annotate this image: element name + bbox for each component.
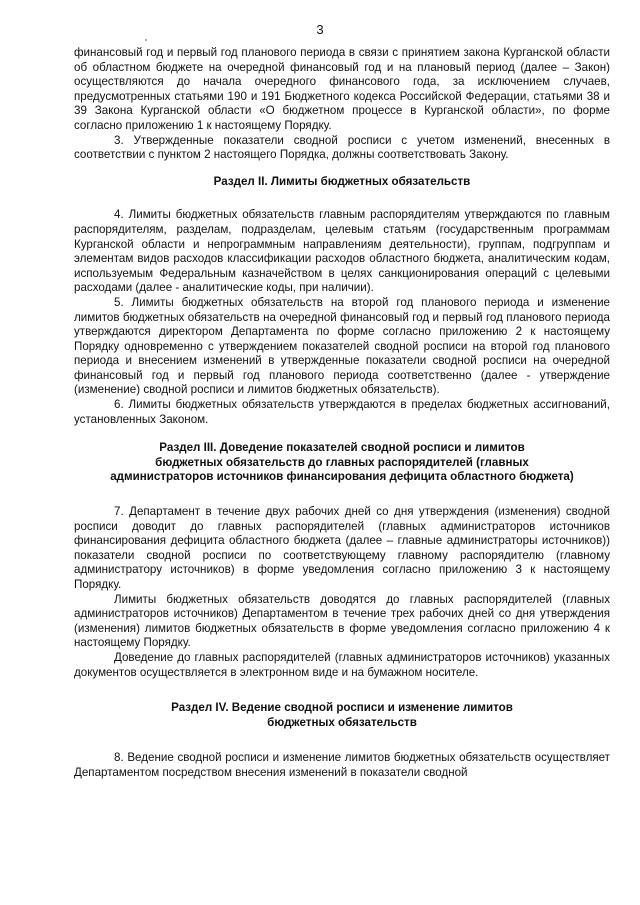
paragraph-4: 4. Лимиты бюджетных обязательств главным распорядителям утверждаются по главным распорядителям, разделам, подразделам, целевым статьям (государственным программам Курганской области и непрограммным направлениям деятельности), группам, подгруппам и элементам видов расходов классификации расходов областного бюджета, аналитическим кодам, используемым Федеральным казначейством в целях санкционирования операций с целевыми расходами (далее - аналитические коды, при наличии). [74, 208, 610, 295]
section-4-heading-line-1: Раздел IV. Ведение сводной росписи и изменение лимитов [171, 701, 513, 715]
section-3-heading [74, 441, 610, 485]
paragraph-3: 3. Утвержденные показатели сводной росписи с учетом изменений, внесенных в соответствии с пунктом 2 настоящего Порядка, должны соответствовать Закону. [74, 133, 610, 162]
page-number: 3 [316, 22, 324, 37]
section-3-heading-line-1: Раздел III. Доведение показателей сводной росписи и лимитов [159, 441, 525, 455]
paragraph-7-limits: Лимиты бюджетных обязательств доводятся до главных распорядителей (главных администраторов источников) Департаментом в течение трех рабочих дней со дня утверждения (изменения) лимитов бюджетных обязательств в форме уведомления согласно приложению 4 к настоящему Порядку. [74, 592, 610, 650]
scan-artifact [145, 39, 147, 41]
section-3-heading-line-3: администраторов источников финансирования дефицита областного бюджета) [110, 470, 574, 484]
paragraph-5: 5. Лимиты бюджетных обязательств на второй год планового периода и изменение лимитов бюджетных обязательств на очередной финансовый год и первый год планового периода утверждаются директором Департамента по форме согласно приложению 2 к настоящему Порядку одновременно с утверждением показателей сводной росписи на второй год планового периода и внесением изменений в утвержденные показатели сводной росписи на очередной финансовый год и первый год планового периода соответственно (далее - утверждение (изменение) сводной росписи и лимитов бюджетных обязательств). [74, 295, 610, 397]
section-4-heading-line-2: бюджетных обязательств [267, 715, 417, 729]
paragraph-7: 7. Департамент в течение двух рабочих дней со дня утверждения (изменения) сводной росписи доводит до главных распорядителей (главных администраторов источников финансирования дефицита областного бюджета (далее – главные администраторы источников)) показатели сводной росписи по соответствующему главному распорядителю (главному администратору источников) в форме уведомления согласно приложению 3 к настоящему Порядку. [74, 505, 610, 591]
section-4-heading [74, 701, 610, 730]
document-body [74, 46, 610, 781]
paragraph-continuation: финансовый год и первый год планового периода в связи с принятием закона Курганской области об областном бюджете на очередной финансовый год и на плановый период (далее – Закон) осуществляются до начала очередного финансового года, за исключением случаев, предусмотренных статьями 190 и 191 Бюджетного кодекса Российской Федерации, статьями 38 и 39 Закона Курганской области «О бюджетном процессе в Курганской области», по форме согласно приложению 1 к настоящему Порядку. [74, 46, 610, 132]
section-2-heading: Раздел II. Лимиты бюджетных обязательств [213, 174, 471, 188]
paragraph-6: 6. Лимиты бюджетных обязательств утверждаются в пределах бюджетных ассигнований, установленных Законом. [74, 398, 610, 426]
section-3-heading-line-2: бюджетных обязательств до главных распорядителей (главных [155, 455, 529, 469]
paragraph-8: 8. Ведение сводной росписи и изменение лимитов бюджетных обязательств осуществляет Департаментом посредством внесения изменений в показатели сводной [74, 751, 610, 779]
paragraph-7-delivery: Доведение до главных распорядителей (главных администраторов источников) указанных документов осуществляется в электронном виде и на бумажном носителе. [74, 650, 610, 679]
